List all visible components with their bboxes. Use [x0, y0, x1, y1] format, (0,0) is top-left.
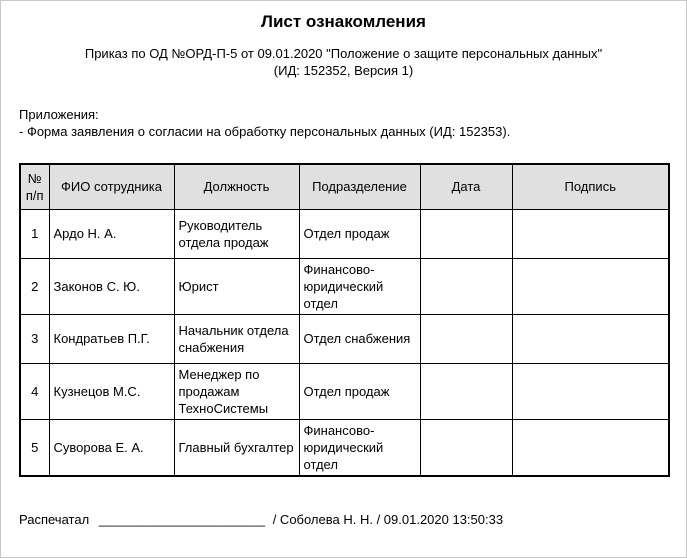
- cell-name: Кондратьев П.Г.: [49, 314, 174, 363]
- cell-num: 2: [20, 258, 49, 314]
- cell-signature: [512, 314, 669, 363]
- cell-date: [420, 209, 512, 258]
- table-row: [20, 209, 669, 258]
- cell-department: Финансово-юридический отдел: [299, 419, 420, 476]
- cell-department: Финансово-юридический отдел: [299, 258, 420, 314]
- cell-department: Отдел продаж: [299, 209, 420, 258]
- cell-name: Законов С. Ю.: [49, 258, 174, 314]
- cell-name: Кузнецов М.С.: [49, 363, 174, 419]
- table-row: [20, 314, 669, 363]
- table-row: [20, 258, 669, 314]
- attachments-section: [19, 106, 668, 140]
- cell-name: Суворова Е. А.: [49, 419, 174, 476]
- col-header-name: ФИО сотрудника: [49, 164, 174, 209]
- cell-date: [420, 314, 512, 363]
- cell-position: Руководитель отдела продаж: [174, 209, 299, 258]
- footer-line: [19, 511, 668, 528]
- cell-num: 3: [20, 314, 49, 363]
- attachment-item: - Форма заявления о согласии на обработку персональных данных (ИД: 152353).: [19, 124, 511, 139]
- cell-department: Отдел снабжения: [299, 314, 420, 363]
- cell-signature: [512, 419, 669, 476]
- cell-signature: [512, 363, 669, 419]
- cell-date: [420, 419, 512, 476]
- cell-department: Отдел продаж: [299, 363, 420, 419]
- cell-date: [420, 363, 512, 419]
- table-row: [20, 419, 669, 476]
- printed-by: / Соболева Н. Н. / 09.01.2020 13:50:33: [272, 511, 504, 527]
- cell-date: [420, 258, 512, 314]
- page-title: Лист ознакомления: [261, 12, 426, 31]
- col-header-signature: Подпись: [512, 164, 669, 209]
- cell-name: Ардо Н. А.: [49, 209, 174, 258]
- cell-num: 1: [20, 209, 49, 258]
- cell-num: 5: [20, 419, 49, 476]
- col-header-date: Дата: [420, 164, 512, 209]
- attachments-label: Приложения:: [19, 107, 99, 122]
- cell-num: 4: [20, 363, 49, 419]
- cell-position: Юрист: [174, 258, 299, 314]
- table-header-row: [20, 164, 669, 209]
- col-header-department: Подразделение: [299, 164, 420, 209]
- cell-position: Менеджер по продажам ТехноСистемы: [174, 363, 299, 419]
- cell-position: Главный бухгалтер: [174, 419, 299, 476]
- cell-position: Начальник отдела снабжения: [174, 314, 299, 363]
- table-row: [20, 363, 669, 419]
- document-subtitle: Приказ по ОД №ОРД-П-5 от 09.01.2020 "Положение о защите персональных данных" (ИД: 152352, Версия 1): [84, 46, 603, 78]
- printed-label: Распечатал: [19, 511, 90, 527]
- col-header-num: № п/п: [20, 164, 49, 209]
- signature-blank: _______________________: [98, 511, 266, 527]
- cell-signature: [512, 209, 669, 258]
- cell-signature: [512, 258, 669, 314]
- familiarization-table: [19, 163, 670, 477]
- col-header-position: Должность: [174, 164, 299, 209]
